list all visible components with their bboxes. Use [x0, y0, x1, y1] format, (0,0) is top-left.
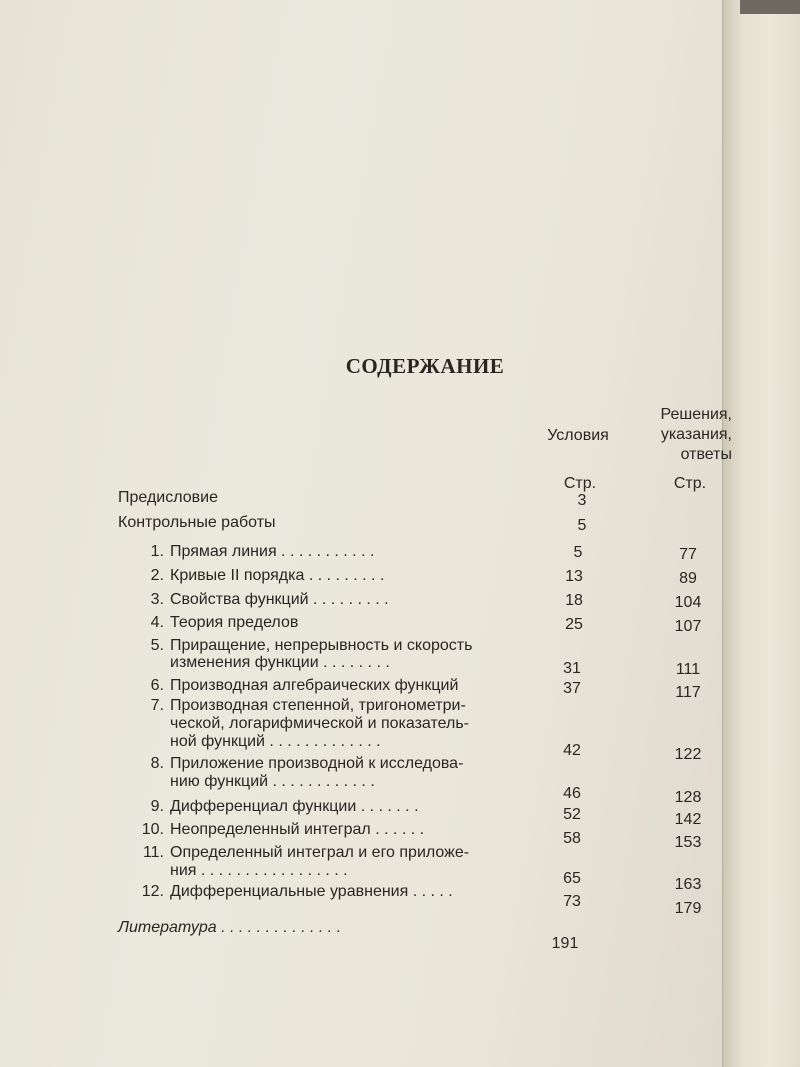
toc-entry-label-line: изменения функции . . . . . . . .	[170, 654, 390, 671]
toc-entry-page-conditions: 52	[563, 806, 581, 823]
toc-entry-page-conditions: 31	[563, 660, 581, 677]
toc-entry-number: 11.	[142, 844, 164, 861]
toc-entry-page-conditions: 58	[563, 830, 581, 847]
toc-entry-page-solutions: 104	[674, 594, 702, 611]
toc-entry-number: 7.	[150, 697, 164, 714]
column-header-solutions-line-3: ответы	[680, 446, 732, 463]
toc-entry-number: 9.	[150, 798, 164, 815]
toc-entry-page-conditions: 46	[563, 785, 581, 802]
toc-entry-number: 8.	[150, 755, 164, 772]
toc-entry-label-line: нию функций . . . . . . . . . . . .	[170, 773, 375, 790]
column-header-solutions	[640, 405, 732, 465]
background-corner	[740, 0, 800, 14]
column-header-conditions: Условия	[547, 427, 609, 444]
toc-entry-number: 10.	[141, 821, 164, 838]
toc-entry-page-conditions: 13	[565, 568, 583, 585]
toc-entry-page-solutions: 128	[674, 789, 702, 806]
toc-entry-label: Дифференциал функции . . . . . . .	[170, 798, 419, 815]
toc-entry-label-line: Производная степенной, тригонометри-	[170, 697, 466, 714]
toc-entry-number: 6.	[150, 677, 164, 694]
toc-entry	[136, 797, 419, 816]
toc-entry	[136, 613, 298, 632]
toc-entry-label-line: ной функций . . . . . . . . . . . . .	[170, 733, 381, 750]
toc-entry-page-conditions: 25	[565, 616, 583, 633]
toc-entry-page-conditions: 5	[573, 544, 583, 561]
toc-entry-label: Неопределенный интеграл . . . . . .	[170, 821, 425, 838]
toc-entry-label: Производная алгебраических функций	[170, 677, 459, 694]
toc-entry-label: Контрольные работы	[118, 514, 276, 531]
toc-entry-label: Предисловие	[118, 489, 218, 506]
toc-entry	[136, 590, 389, 609]
column-header-solutions-line-1: Решения,	[660, 406, 732, 423]
toc-entry-number: 3.	[150, 591, 164, 608]
toc-entry	[136, 820, 424, 839]
toc-entry-page-solutions: 111	[675, 661, 701, 678]
toc-entry-number: 12.	[141, 883, 164, 900]
toc-entry-label-line: ческой, логарифмической и показатель-	[170, 715, 469, 732]
toc-entry-number: 1.	[150, 543, 164, 560]
toc-entry-label-line: ния . . . . . . . . . . . . . . . . .	[170, 862, 348, 879]
toc-entry-label-line: Приложение производной к исследова-	[170, 755, 464, 772]
toc-entry-page-conditions: 37	[563, 680, 581, 697]
page-title: СОДЕРЖАНИЕ	[345, 354, 505, 378]
toc-entry	[136, 754, 463, 773]
toc-entry-page-conditions: 73	[563, 893, 581, 910]
toc-entry-page-solutions: 122	[674, 746, 702, 763]
toc-entry-page-solutions: 117	[675, 684, 701, 701]
toc-entry-page-solutions: 107	[674, 618, 702, 635]
toc-entry-page-solutions: 179	[674, 900, 702, 917]
toc-entry-label-line: Приращение, непрерывность и скорость	[170, 637, 473, 654]
toc-entry-page-solutions: 163	[674, 876, 702, 893]
toc-entry-label-line: Определенный интеграл и его приложе-	[170, 844, 470, 861]
next-page-edge	[724, 0, 800, 1067]
toc-entry-page-conditions: 42	[563, 742, 581, 759]
toc-entry-label: Кривые II порядка . . . . . . . . .	[170, 567, 385, 584]
column-page-label-2: Стр.	[673, 475, 707, 492]
toc-entry	[136, 676, 458, 695]
toc-entry-page-conditions: 5	[577, 517, 587, 534]
column-page-label-1: Стр.	[563, 475, 597, 492]
toc-entry-page-solutions: 89	[679, 570, 697, 587]
toc-entry-page-conditions: 3	[577, 492, 587, 509]
toc-entry-page-solutions: 153	[674, 834, 702, 851]
toc-entry-page-conditions: 191	[551, 935, 579, 952]
toc-entry-label: Теория пределов	[170, 614, 299, 631]
toc-entry-label: Дифференциальные уравнения . . . . .	[170, 883, 453, 900]
toc-entry-page-solutions: 77	[679, 546, 697, 563]
toc-entry	[136, 696, 466, 715]
toc-entry-number: 2.	[150, 567, 164, 584]
toc-entry-page-conditions: 65	[563, 870, 581, 887]
toc-entry	[136, 542, 374, 561]
toc-entry-number: 5.	[150, 637, 164, 654]
toc-entry-page-conditions: 18	[565, 592, 583, 609]
toc-entry-label: Литература . . . . . . . . . . . . . .	[118, 919, 342, 936]
toc-entry-label: Прямая линия . . . . . . . . . . .	[170, 543, 375, 560]
toc-entry-number: 4.	[150, 614, 164, 631]
column-header-solutions-line-2: указания,	[660, 426, 732, 443]
toc-entry	[136, 882, 453, 901]
toc-entry	[136, 566, 384, 585]
toc-entry-label: Свойства функций . . . . . . . . .	[170, 591, 389, 608]
toc-entry-page-solutions: 142	[674, 811, 702, 828]
toc-entry	[136, 843, 469, 862]
